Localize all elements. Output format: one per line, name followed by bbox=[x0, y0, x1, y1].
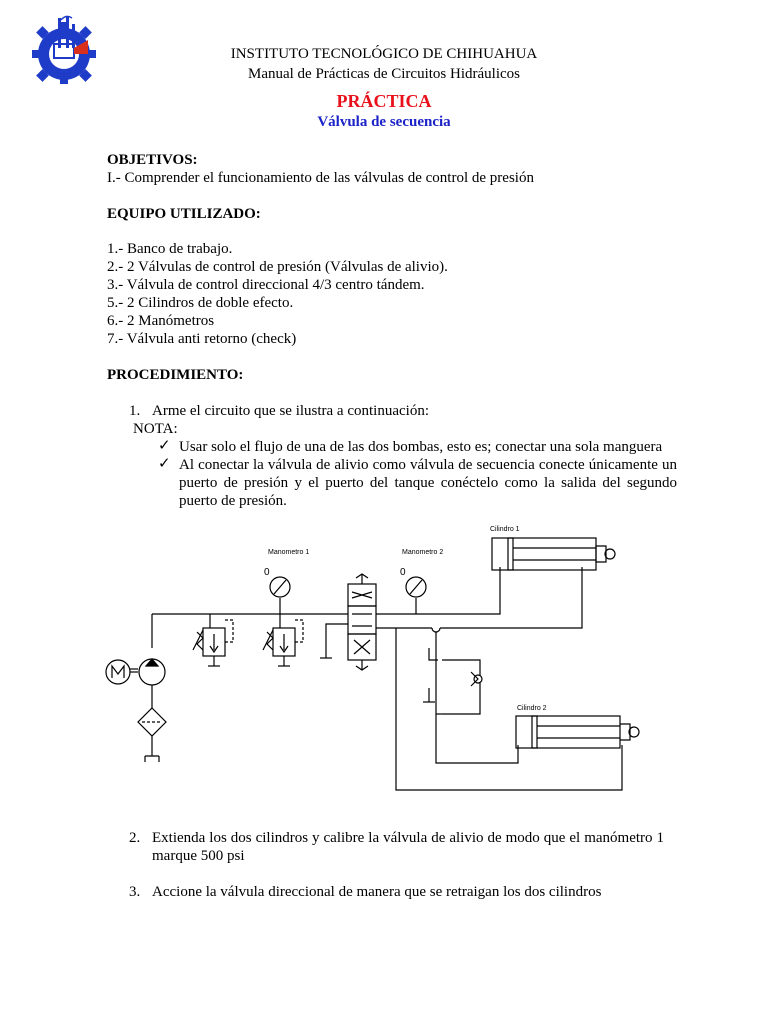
step-2-text: Extienda los dos cilindros y calibre la válvula de alivio de modo que el manómetro 1 marque 500 psi bbox=[152, 830, 664, 864]
step-3-text: Accione la válvula direccional de manera que se retraigan los dos cilindros bbox=[152, 884, 602, 900]
objectives-heading: OBJETIVOS: bbox=[107, 152, 198, 168]
directional-valve-4-3 bbox=[348, 574, 376, 670]
equipment-item: 5.- 2 Cilindros de doble efecto. bbox=[107, 295, 294, 311]
gauge-1-zero: 0 bbox=[264, 567, 270, 578]
equipment-item: 2.- 2 Válvulas de control de presión (Válvulas de alivio). bbox=[107, 259, 448, 275]
note-1-text: Usar solo el flujo de una de las dos bombas, esto es; conectar una sola manguera bbox=[179, 439, 663, 455]
cylinder-2-label: Cilindro 2 bbox=[517, 705, 547, 712]
a-line-cylinder-2 bbox=[396, 628, 622, 790]
manual-title: Manual de Prácticas de Circuitos Hidráulicos bbox=[247, 66, 520, 82]
equipment-item: 6.- 2 Manómetros bbox=[107, 313, 215, 329]
electric-motor bbox=[106, 660, 130, 684]
cylinder-1-label: Cilindro 1 bbox=[490, 526, 520, 533]
check-valve-bypass bbox=[442, 660, 480, 714]
procedure-heading: PROCEDIMIENTO: bbox=[107, 367, 244, 383]
b-line-cylinder-2 bbox=[436, 632, 518, 763]
practice-title: Válvula de secuencia bbox=[317, 114, 451, 130]
hydraulic-circuit-diagram bbox=[100, 520, 660, 810]
cylinder-1 bbox=[492, 538, 615, 570]
equipment-heading: EQUIPO UTILIZADO: bbox=[107, 206, 261, 222]
institution-name: INSTITUTO TECNOLÓGICO DE CHIHUAHUA bbox=[230, 46, 538, 62]
sequence-valve-inlet bbox=[429, 648, 436, 660]
note-2-text: Al conectar la válvula de alivio como válvula de secuencia conecte únicamente un puerto de presión y el puerto del tanque conéctelo como la salida del segundo puerto de presión. bbox=[179, 457, 677, 509]
cylinder-2 bbox=[516, 716, 639, 748]
check-icon: ✓ bbox=[158, 456, 171, 472]
note-label: NOTA: bbox=[133, 421, 178, 437]
gauge-2-zero: 0 bbox=[400, 567, 406, 578]
objective-item: I.- Comprender el funcionamiento de las válvulas de control de presión bbox=[107, 170, 534, 186]
a-line-cylinder-1 bbox=[376, 567, 500, 614]
step-number: 3. bbox=[129, 884, 141, 900]
practice-label: PRÁCTICA bbox=[336, 91, 432, 111]
equipment-item: 1.- Banco de trabajo. bbox=[107, 241, 233, 257]
equipment-item: 3.- Válvula de control direccional 4/3 centro tándem. bbox=[107, 277, 425, 293]
step-1-text: Arme el circuito que se ilustra a continuación: bbox=[152, 403, 429, 419]
check-icon: ✓ bbox=[158, 438, 171, 454]
step-number: 2. bbox=[129, 830, 141, 846]
gauge-1-label: Manometro 1 bbox=[268, 549, 310, 556]
tank-symbol bbox=[145, 756, 159, 762]
equipment-item: 7.- Válvula anti retorno (check) bbox=[107, 331, 297, 347]
gauge-2-label: Manometro 2 bbox=[402, 549, 444, 556]
line-crossover bbox=[432, 628, 440, 632]
step-number: 1. bbox=[129, 403, 141, 419]
b-line-cylinder-1 bbox=[440, 567, 582, 628]
